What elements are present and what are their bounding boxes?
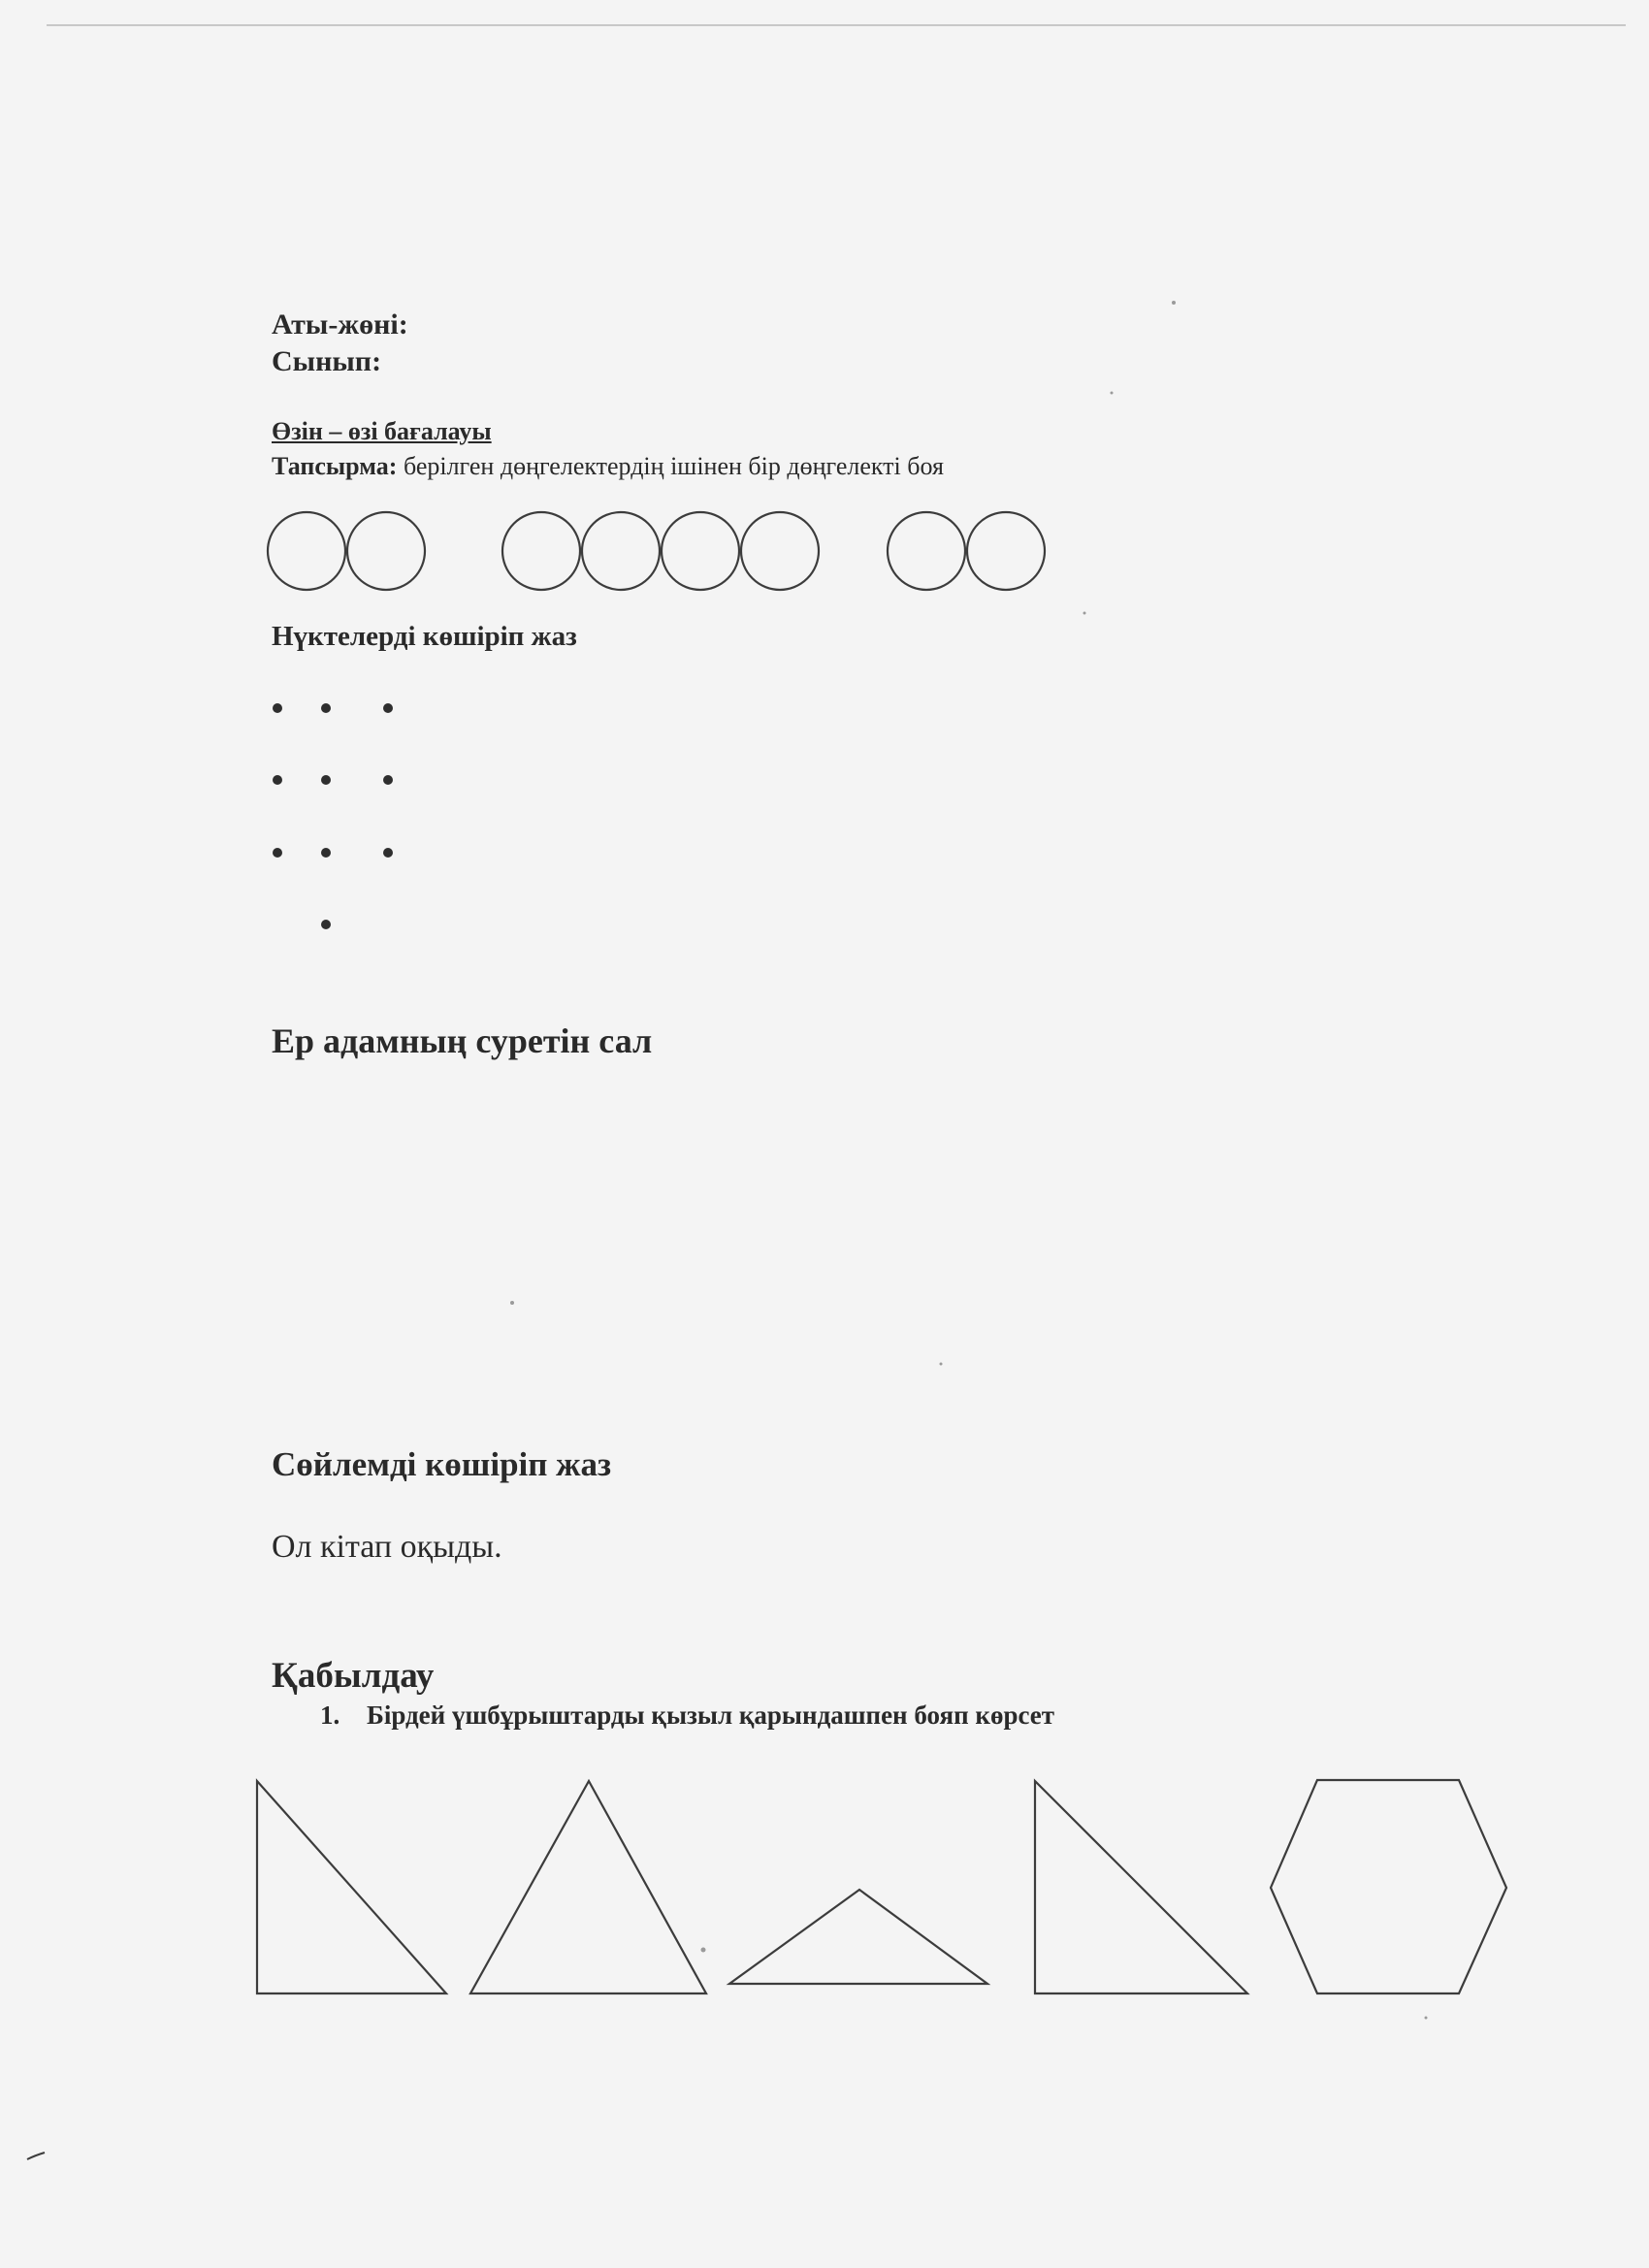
task-number: 1. bbox=[320, 1701, 340, 1730]
scan-speck bbox=[940, 1363, 943, 1366]
perception-section-title: Қабылдау bbox=[272, 1656, 435, 1696]
right-triangle-shape[interactable] bbox=[1035, 1781, 1247, 1993]
sentence-to-copy: Ол кітап оқыды. bbox=[272, 1529, 502, 1565]
scan-speck bbox=[1425, 2017, 1428, 2020]
scan-mark bbox=[27, 2153, 45, 2159]
perception-task-text: Бірдей үшбұрыштарды қызыл қарындашпен бояп көрсет bbox=[367, 1701, 1055, 1730]
dot bbox=[383, 848, 393, 858]
dot bbox=[383, 703, 393, 713]
scan-speck bbox=[1083, 612, 1086, 615]
hexagon-shape[interactable] bbox=[1271, 1780, 1506, 1993]
circle-to-color[interactable] bbox=[502, 512, 580, 590]
dot bbox=[273, 848, 282, 858]
dot bbox=[383, 775, 393, 785]
dots-section-title: Нүктелерді көшіріп жаз bbox=[272, 621, 577, 652]
self-assessment-title: Өзін – өзі бағалауы bbox=[272, 417, 492, 445]
dot bbox=[321, 775, 331, 785]
circle-to-color[interactable] bbox=[662, 512, 739, 590]
circle-to-color[interactable] bbox=[347, 512, 425, 590]
circle-to-color[interactable] bbox=[582, 512, 660, 590]
task-text: берілген дөңгелектердің ішінен бір дөңгелекті боя bbox=[397, 452, 944, 480]
circle-to-color[interactable] bbox=[888, 512, 965, 590]
dot bbox=[321, 848, 331, 858]
scan-speck bbox=[510, 1301, 514, 1305]
circle-to-color[interactable] bbox=[268, 512, 345, 590]
dot bbox=[273, 703, 282, 713]
scan-speck bbox=[1111, 392, 1114, 395]
class-label: Сынып: bbox=[272, 345, 382, 377]
isosceles-triangle-shape[interactable] bbox=[470, 1781, 706, 1993]
self-assessment-task bbox=[272, 452, 944, 481]
dot bbox=[321, 920, 331, 929]
top-rule bbox=[47, 24, 1626, 26]
circle-to-color[interactable] bbox=[967, 512, 1045, 590]
perception-task bbox=[320, 1701, 1054, 1731]
dot-pattern bbox=[273, 703, 393, 929]
sentence-section-title: Сөйлемді көшіріп жаз bbox=[272, 1445, 612, 1483]
scan-speck bbox=[1172, 301, 1176, 305]
scan-speck bbox=[701, 1948, 706, 1953]
right-triangle-shape[interactable] bbox=[257, 1781, 446, 1993]
dot bbox=[273, 775, 282, 785]
task-label: Тапсырма: bbox=[272, 452, 398, 480]
name-label: Аты-жөні: bbox=[272, 308, 408, 340]
dot bbox=[321, 703, 331, 713]
obtuse-triangle-shape[interactable] bbox=[729, 1890, 987, 1984]
drawing-section-title: Ер адамның суретін сал bbox=[272, 1021, 653, 1060]
circle-to-color[interactable] bbox=[741, 512, 819, 590]
